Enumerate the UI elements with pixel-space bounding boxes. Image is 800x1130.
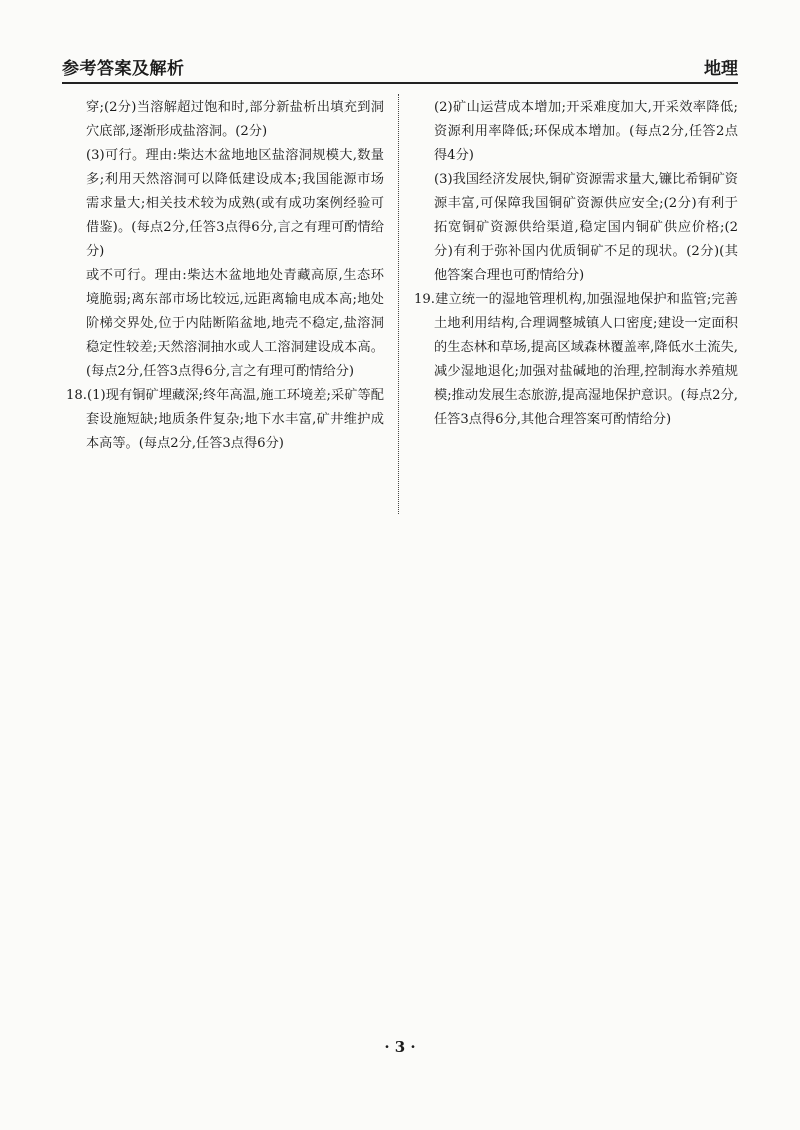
answer-paragraph: (3)可行。理由:柴达木盆地地区盐溶洞规模大,数量多;利用天然溶洞可以降低建设成本;我国能源市场需求量大;相关技术较为成熟(或有成功案例经验可借鉴)。(每点2分,任答3点得6分,言之有理可酌情给分) <box>86 148 384 259</box>
page-number: · 3 · <box>384 1038 416 1056</box>
right-column <box>414 96 738 432</box>
subject-label: 地理 <box>704 59 738 79</box>
answer-paragraph: 穿;(2分)当溶解超过饱和时,部分新盐析出填充到洞穴底部,逐渐形成盐溶洞。(2分) <box>86 100 384 139</box>
left-column <box>66 96 384 456</box>
question-19-answer: 19.建立统一的湿地管理机构,加强湿地保护和监管;完善土地利用结构,合理调整城镇人口密度;建设一定面积的生态林和草场,提高区域森林覆盖率,降低水土流失,减少湿地退化;加强对盐碱地的治理,控制海水养殖规模;推动发展生态旅游,提高湿地保护意识。(每点2分,任答3点得6分,其他合理答案可酌情给分) <box>414 292 738 427</box>
page-header <box>62 52 738 84</box>
answer-paragraph: (3)我国经济发展快,铜矿资源需求量大,镰比希铜矿资源丰富,可保障我国铜矿资源供应安全;(2分)有利于拓宽铜矿资源供给渠道,稳定国内铜矿供应价格;(2分)有利于弥补国内优质铜矿不足的现状。(2分)(其他答案合理也可酌情给分) <box>434 172 738 283</box>
answer-paragraph: 或不可行。理由:柴达木盆地地处青藏高原,生态环境脆弱;离东部市场比较远,远距离输电成本高;地处阶梯交界处,位于内陆断陷盆地,地壳不稳定,盐溶洞稳定性较差;天然溶洞抽水或人工溶洞建设成本高。(每点2分,任答3点得6分,言之有理可酌情给分) <box>86 268 384 379</box>
column-divider <box>398 94 399 514</box>
answer-paragraph: (2)矿山运营成本增加;开采难度加大,开采效率降低;资源利用率降低;环保成本增加。(每点2分,任答2点得4分) <box>434 100 738 163</box>
header-title: 参考答案及解析 <box>62 59 185 79</box>
question-18-answer: 18.(1)现有铜矿埋藏深;终年高温,施工环境差;采矿等配套设施短缺;地质条件复杂;地下水丰富,矿井维护成本高等。(每点2分,任答3点得6分) <box>66 388 384 451</box>
